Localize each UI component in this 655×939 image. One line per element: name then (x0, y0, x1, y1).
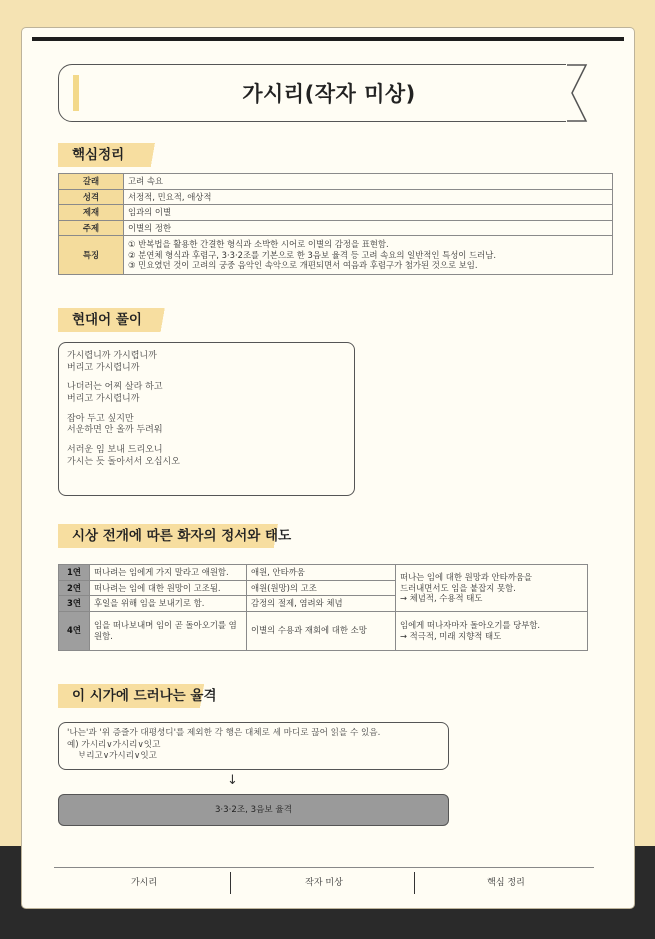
rhythm-line: 예) 가시리∨가시리∨잇고 (67, 739, 161, 750)
summary-table (58, 173, 613, 275)
stanza-emotion: 이별의 수용과 재회에 대한 소망 (247, 611, 396, 650)
feature-line: ③ 민요였던 것이 고려의 궁중 음악인 속악으로 개편되면서 여음과 후렴구가 첨가된 것으로 보임. (128, 260, 478, 271)
stanza-content: 후일을 위해 임을 보내기로 함. (90, 596, 247, 612)
rhythm-line: ᄇᆞ리고∨가시리∨잇고 (67, 751, 157, 762)
feature-line: ② 분연체 형식과 후렴구, 3·3·2조를 기본으로 한 3음보 율격 등 고려 속요의 일반적인 특성이 드러남. (128, 249, 496, 260)
section-title-rhythm: 이 시가에 드러나는 율격 (58, 684, 232, 708)
emotion-table (58, 564, 588, 651)
poem-stanza (67, 414, 354, 437)
summary-value (124, 236, 613, 275)
section-title-summary: 핵심정리 (58, 143, 172, 167)
summary-value: 이별의 정한 (124, 220, 613, 236)
table-row (59, 565, 588, 581)
title-box (58, 64, 600, 122)
poem-line: 버리고 가시렵니까 (67, 362, 140, 373)
stanza-content: 떠나려는 임에게 가지 말라고 애원함. (90, 565, 247, 581)
stanza-key: 2연 (59, 580, 90, 596)
attitude-summary (396, 611, 588, 650)
poem-stanza (67, 445, 354, 468)
rhythm-result: 3·3·2조, 3음보 율격 (58, 794, 449, 826)
summary-value: 서정적, 민요적, 애상적 (124, 189, 613, 205)
attitude-line: 떠나는 임에 대한 원망과 안타까움을 (400, 572, 533, 582)
rhythm-line: '나는'과 '위 증즐가 대평셩디'를 제외한 각 행은 대체로 세 마디로 끊어 읽을 수 있음. (67, 728, 381, 738)
footer-divider (414, 872, 415, 894)
poem-line: 가시렵니까 가시렵니까 (67, 351, 157, 361)
poem-stanza (67, 382, 354, 405)
footer-item: 작자 미상 (305, 878, 343, 888)
poem-box (58, 342, 355, 496)
table-row (59, 236, 613, 275)
title-notch-decoration (566, 63, 600, 123)
attitude-line: 드러내면서도 임을 붙잡지 못함. (400, 582, 516, 593)
stanza-emotion: 감정의 절제, 염려와 체념 (247, 596, 396, 612)
page-title: 가시리(작자 미상) (242, 82, 416, 106)
poem-line: 잡아 두고 싶지만 (67, 413, 134, 424)
summary-key: 주제 (59, 220, 124, 236)
stanza-content: 떠나려는 임에 대한 원망이 고조됨. (90, 580, 247, 596)
summary-value: 고려 속요 (124, 174, 613, 190)
poem-line: 서운하면 안 올까 두려워 (67, 425, 163, 436)
table-row (59, 205, 613, 221)
attitude-line: 임에게 떠나자마자 돌아오기를 당부함. (400, 620, 541, 630)
rhythm-box (58, 722, 449, 770)
poem-line: 나더러는 어찌 살라 하고 (67, 382, 163, 393)
attitude-summary (396, 565, 588, 612)
stanza-key: 3연 (59, 596, 90, 612)
stanza-emotion: 애원, 안타까움 (247, 565, 396, 581)
footer-item: 가시리 (130, 878, 158, 888)
summary-value: 임과의 이별 (124, 205, 613, 221)
section-title-emotion: 시상 전개에 따른 화자의 정서와 태도 (58, 524, 322, 548)
table-row (59, 174, 613, 190)
poem-stanza (67, 351, 354, 374)
summary-key: 특징 (59, 236, 124, 275)
feature-line: ① 반복법을 활용한 간결한 형식과 소박한 시어로 이별의 감정을 표현함. (128, 239, 389, 250)
table-row (59, 611, 588, 650)
poem-line: 서러운 임 보내 드리오니 (67, 445, 163, 456)
summary-key: 제재 (59, 205, 124, 221)
top-rule (32, 37, 624, 41)
footer-divider (230, 872, 231, 894)
stanza-content: 임을 떠나보내며 임이 곧 돌아오기를 염원함. (90, 611, 247, 650)
stanza-key: 4연 (59, 611, 90, 650)
summary-key: 성격 (59, 189, 124, 205)
down-arrow-icon: ↓ (227, 773, 238, 788)
table-row (59, 189, 613, 205)
page-sheet (22, 28, 634, 908)
section-title-modern: 현대어 풀이 (58, 308, 184, 332)
footer-item: 핵심 정리 (487, 878, 525, 888)
poem-line: 가시는 듯 돌아서서 오십시오 (67, 456, 180, 467)
stanza-key: 1연 (59, 565, 90, 581)
attitude-line: → 적극적, 미래 지향적 태도 (400, 630, 502, 641)
poem-line: 버리고 가시렵니까 (67, 394, 140, 405)
attitude-line: → 체념적, 수용적 태도 (400, 593, 483, 603)
footer (54, 867, 594, 896)
summary-key: 갈래 (59, 174, 124, 190)
stanza-emotion: 애원(원망)의 고조 (247, 580, 396, 596)
table-row (59, 220, 613, 236)
